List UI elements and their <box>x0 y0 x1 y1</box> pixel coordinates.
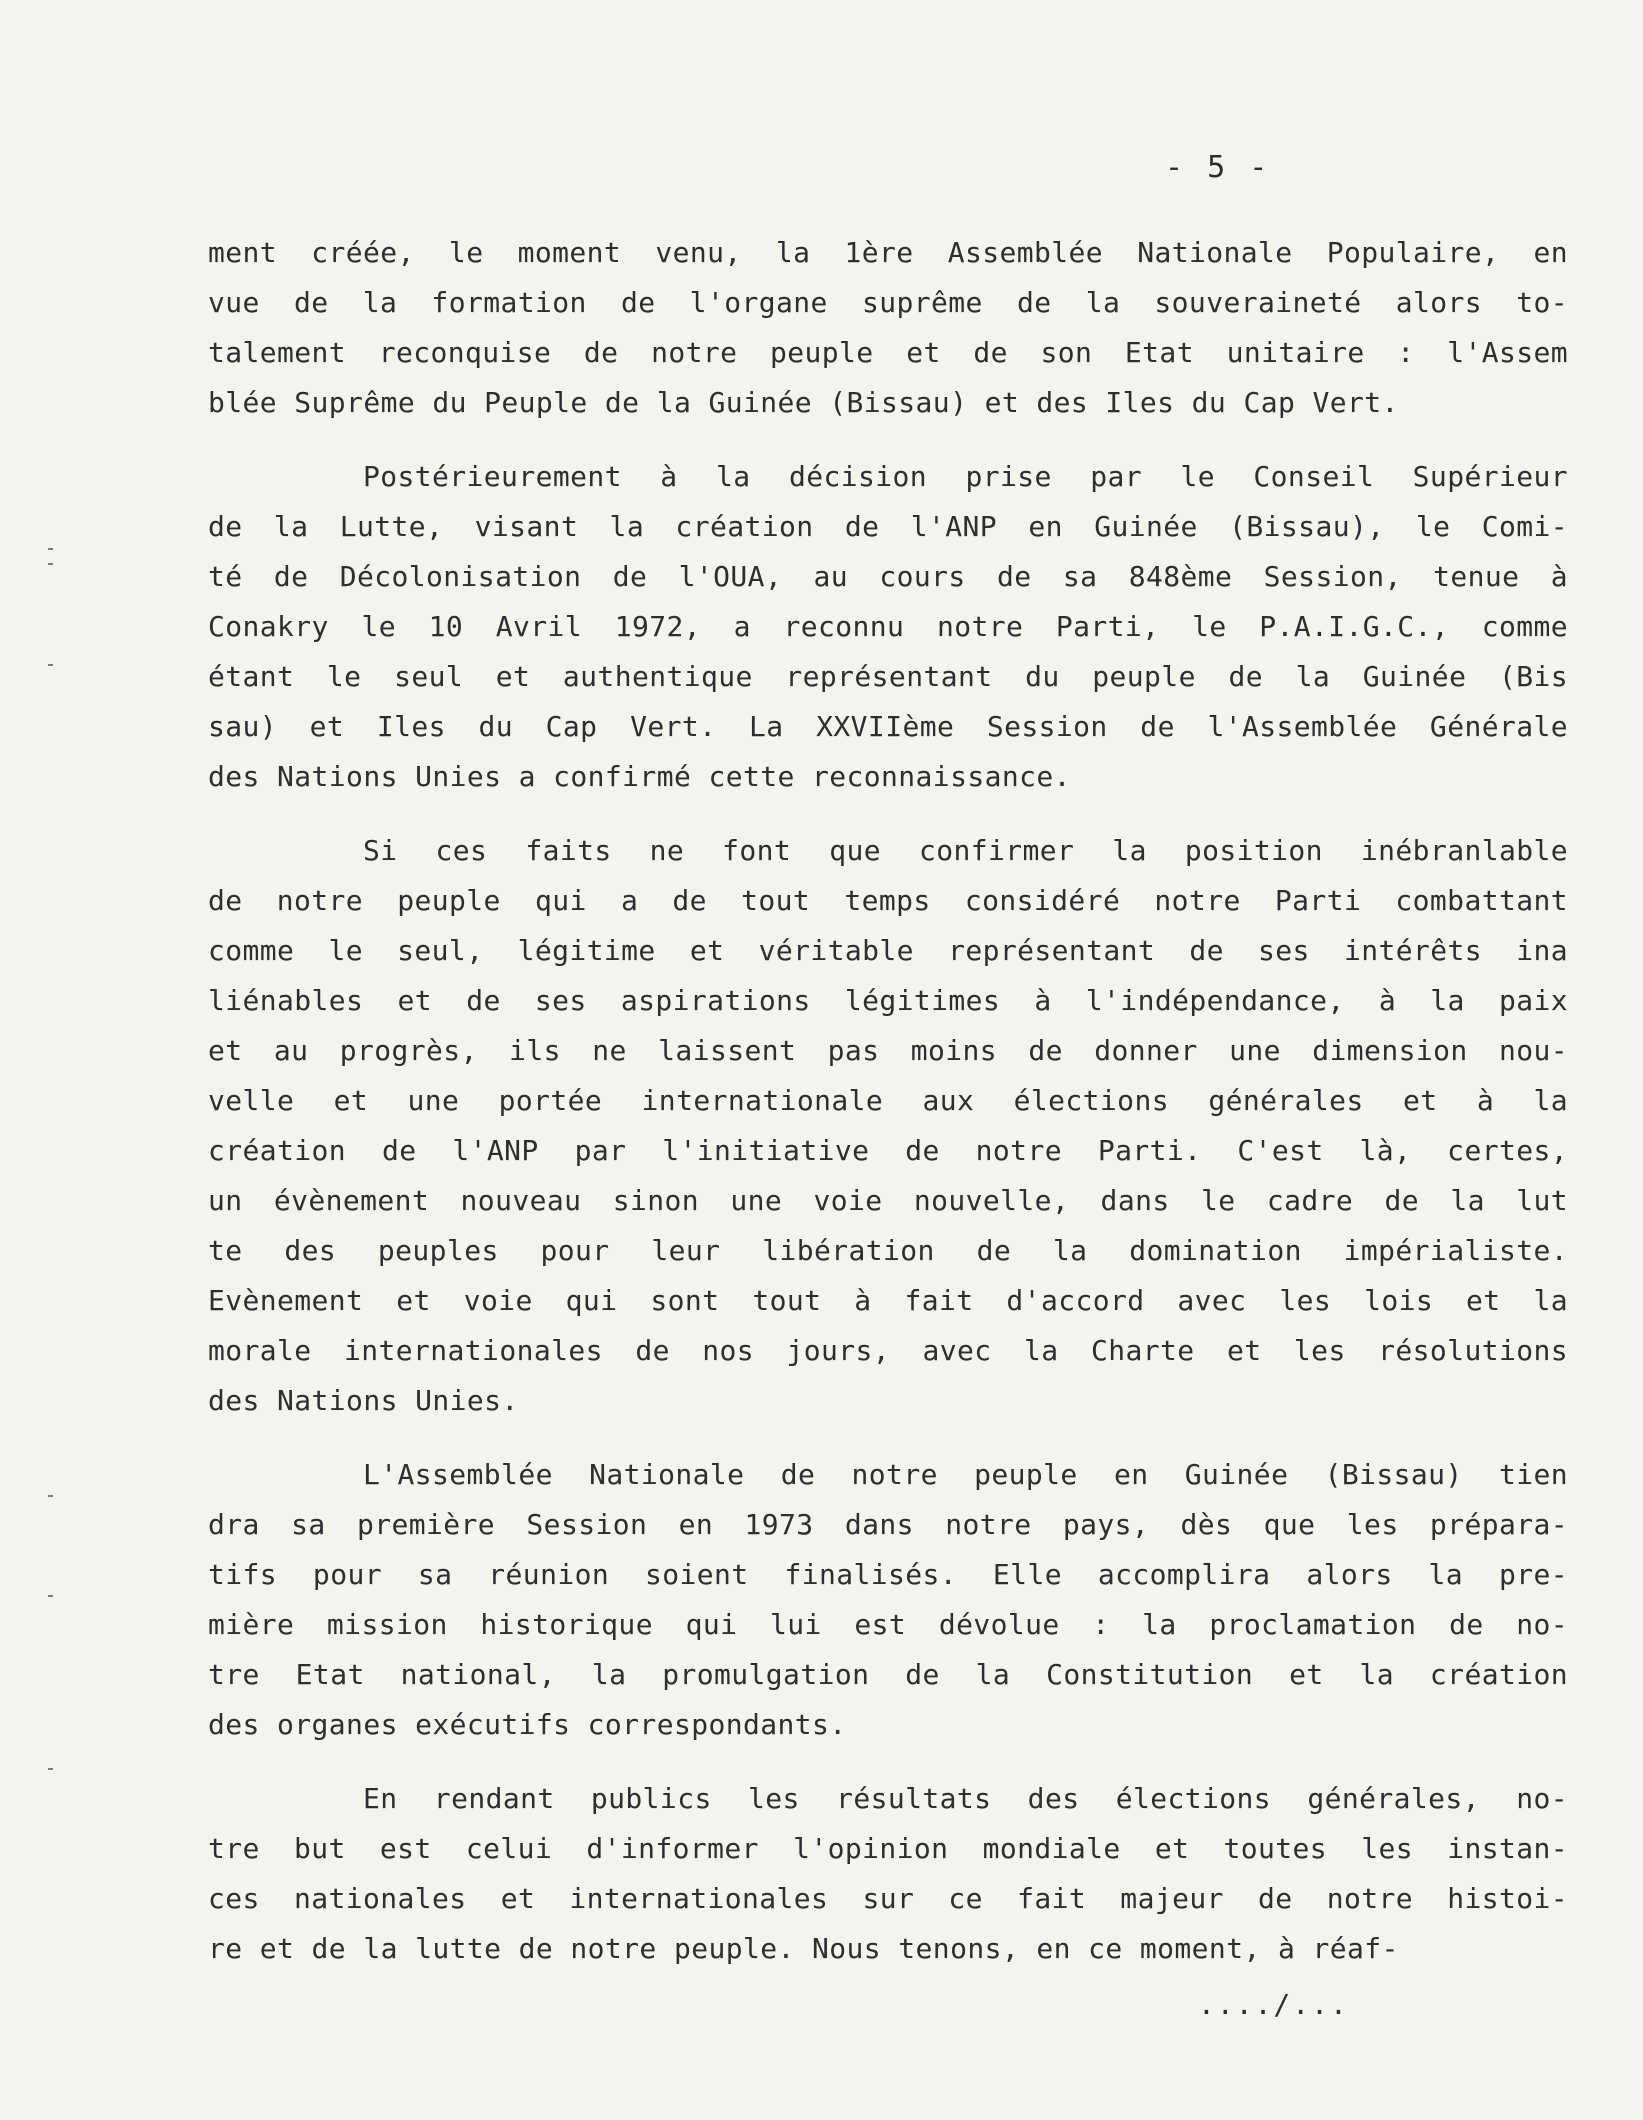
text-line: velle et une portée internationale aux élections générales et à la <box>208 1084 1568 1117</box>
text-line: dra sa première Session en 1973 dans notre pays, dès que les prépara- <box>208 1508 1568 1541</box>
text-line: morale internationales de nos jours, avec la Charte et les résolutions <box>208 1334 1568 1367</box>
text-line: ment créée, le moment venu, la 1ère Assemblée Nationale Populaire, en <box>208 236 1568 269</box>
continuation-mark: ..../... <box>1198 1988 1349 2021</box>
margin-mark <box>48 563 53 565</box>
text-line: tre Etat national, la promulgation de la Constitution et la création <box>208 1658 1568 1691</box>
margin-mark <box>48 664 53 666</box>
text-line: talement reconquise de notre peuple et de son Etat unitaire : l'Assem <box>208 336 1568 369</box>
text-line: Evènement et voie qui sont tout à fait d'accord avec les lois et la <box>208 1284 1568 1317</box>
text-line: Conakry le 10 Avril 1972, a reconnu notre Parti, le P.A.I.G.C., comme <box>208 610 1568 643</box>
text-line: des Nations Unies. <box>208 1384 519 1417</box>
paragraph <box>208 228 1568 428</box>
text-line: comme le seul, légitime et véritable représentant de ses intérêts ina <box>208 934 1568 967</box>
paragraph <box>208 1774 1568 1974</box>
text-line: sau) et Iles du Cap Vert. La XXVIIème Session de l'Assemblée Générale <box>208 710 1568 743</box>
text-line: tifs pour sa réunion soient finalisés. Elle accomplira alors la pre- <box>208 1558 1568 1591</box>
text-line: un évènement nouveau sinon une voie nouvelle, dans le cadre de la lut <box>208 1184 1568 1217</box>
text-line: de la Lutte, visant la création de l'ANP en Guinée (Bissau), le Comi- <box>208 510 1568 543</box>
text-line: te des peuples pour leur libération de la domination impérialiste. <box>208 1234 1568 1267</box>
body-text <box>208 228 1568 1998</box>
text-line: té de Décolonisation de l'OUA, au cours de sa 848ème Session, tenue à <box>208 560 1568 593</box>
margin-mark <box>48 548 53 550</box>
text-line: Si ces faits ne font que confirmer la position inébranlable <box>363 834 1568 867</box>
text-line: et au progrès, ils ne laissent pas moins de donner une dimension nou- <box>208 1034 1568 1067</box>
text-line: étant le seul et authentique représentant du peuple de la Guinée (Bis <box>208 660 1568 693</box>
text-line: des Nations Unies a confirmé cette reconnaissance. <box>208 760 1071 793</box>
paragraph <box>208 1450 1568 1750</box>
margin-mark <box>48 1595 53 1597</box>
text-line: ces nationales et internationales sur ce fait majeur de notre histoi- <box>208 1882 1568 1915</box>
text-line: En rendant publics les résultats des élections générales, no- <box>363 1782 1568 1815</box>
text-line: mière mission historique qui lui est dévolue : la proclamation de no- <box>208 1608 1568 1641</box>
text-line: blée Suprême du Peuple de la Guinée (Bissau) et des Iles du Cap Vert. <box>208 386 1399 419</box>
paragraph <box>208 826 1568 1426</box>
margin-mark <box>48 1768 53 1770</box>
paragraph <box>208 452 1568 802</box>
text-line: tre but est celui d'informer l'opinion mondiale et toutes les instan- <box>208 1832 1568 1865</box>
text-line: liénables et de ses aspirations légitimes à l'indépendance, à la paix <box>208 984 1568 1017</box>
margin-mark <box>48 1495 53 1497</box>
text-line: Postérieurement à la décision prise par le Conseil Supérieur <box>363 460 1568 493</box>
text-line: vue de la formation de l'organe suprême de la souveraineté alors to- <box>208 286 1568 319</box>
text-line: des organes exécutifs correspondants. <box>208 1708 847 1741</box>
text-line: de notre peuple qui a de tout temps considéré notre Parti combattant <box>208 884 1568 917</box>
text-line: L'Assemblée Nationale de notre peuple en Guinée (Bissau) tien <box>363 1458 1568 1491</box>
text-line: création de l'ANP par l'initiative de notre Parti. C'est là, certes, <box>208 1134 1568 1167</box>
text-line: re et de la lutte de notre peuple. Nous tenons, en ce moment, à réaf- <box>208 1932 1399 1965</box>
page-number: - 5 - <box>1165 150 1271 185</box>
